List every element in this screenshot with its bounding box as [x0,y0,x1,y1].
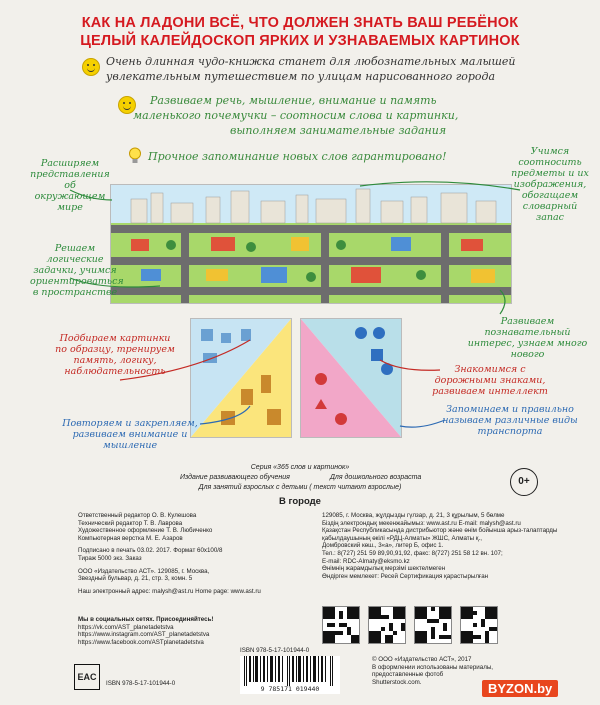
series-edition: Издание развивающего обучения [180,474,290,481]
note-left-4: Повторяем и закрепляем, развиваем внимание и мышление [62,418,198,451]
isbn-top: ISBN 978-5-17-101944-0 [240,647,310,654]
intro-line-5: выполняем занимательные задания [230,124,447,137]
isbn-bottom: ISBN 978-5-17-101944-0 [106,680,176,687]
note-left-3: Подбираем картинки по образцу, тренируем память, логику, наблюдательность [55,333,175,377]
watermark-badge: BYZON.by [482,680,558,697]
social-heading: Мы в социальных сетях. Присоединяйтесь! [78,616,214,623]
age-rating-badge: 0+ [510,468,538,496]
qr-code-icon [460,606,498,644]
series-usage: Для занятий взрослых с детьми ( текст читают взрослые) [198,484,402,491]
intro-line-2: увлекательным путешествием по улицам нарисованного города [106,70,496,83]
series-age-group: Для дошкольного возраста [330,474,422,481]
social-link-vk[interactable]: https://vk.com/AST_planetadetstva [78,623,174,631]
intro-line-1: Очень длинная чудо-книжка станет для любознательных малышей [106,55,516,68]
social-link-instagram[interactable]: https://www.instagram.com/AST_planetadetstva [78,631,210,639]
header-line-1: КАК НА ЛАДОНИ ВСЁ, ЧТО ДОЛЖЕН ЗНАТЬ ВАШ РЕБЁНОК [81,15,519,31]
note-left-2: Решаем логические задачки, учимся ориентироваться в пространстве [30,243,124,298]
social-link-facebook[interactable]: https://www.facebook.com/ASTplanetadetstva [78,638,204,646]
imprint-left: Ответственный редактор О. В. Кулешова Технический редактор Т. В. Лаврова Художественное оформление Т. В. Любиченко Компьютерная верстка М. Е. Азаров Подписано в печать 03.02. 2017. Формат 60х100/8 Тираж 5000 экз. Заказ ООО «Издательство АСТ». 129085, г. Москва, Звездный бульвар, д. 21, стр. 3, комн. 5 Наш электронный адрес: malysh@ast.ru Home page: www.ast.ru [78,512,261,595]
qr-code-icon [368,606,406,644]
note-left-1: Расширяем представления об окружающем мире [30,158,110,213]
eac-logo: EAC [74,664,100,690]
qr-code-icon [322,606,360,644]
book-title: В городе [279,496,321,507]
qr-code-icon [414,606,452,644]
barcode-digits: 9 785171 019440 [260,685,320,693]
note-right-3: Знакомимся с дорожными знаками, развиваем интеллект [432,364,548,397]
intro-line-3: Развиваем речь, мышление, внимание и память [150,94,437,107]
intro-line-6: Прочное запоминание новых слов гарантировано! [148,150,447,163]
copyright-block: © ООО «Издательство АСТ», 2017 В оформлении использованы материалы, предоставленные фотоб Shutterstock.com. [372,656,493,686]
note-right-2: Развиваем познавательный интерес, узнаем много нового [467,316,588,360]
social-block [78,616,298,646]
series-name: Серия «365 слов и картинок» [250,464,350,471]
note-right-1: Учимся соотносить предметы и их изображения, обогащаем словарный запас [511,146,589,223]
note-right-4: Запоминаем и правильно называем различные виды транспорта [442,404,578,437]
intro-line-4: маленького почемучки – соотносим слова и картинки, [133,109,459,122]
header-line-2: ЦЕЛЫЙ КАЛЕЙДОСКОП ЯРКИХ И УЗНАВАЕМЫХ КАРТИНОК [80,33,520,49]
imprint-right: 129085, г. Москва, жұлдызды гүлзар, д. 21, 3 құрылым, 5 бөлме Біздің электрондық мекенжайымыз: www.ast.ru E-mail: malysh@ast.ru Қазақстан Республикасында дистрибьютор және өнім бойынша арыз-талаптарды қабылдаушының өкілі «РДЦ-Алматы» ЖШС, Алматы қ., Домбровский көш., 3«а», литер Б, офис 1. Тел.: 8(727) 251 59 89,90,91,92, факс: 8(727) 251 58 12 вн. 107; E-mail: RDC-Almaty@eksmo.kz Өнімнің жарамдылық мерзімі шектелмеген Өндірген мемлекет: Ресей Сертификация қарастырылған [322,512,558,580]
barcode-image [240,656,340,694]
